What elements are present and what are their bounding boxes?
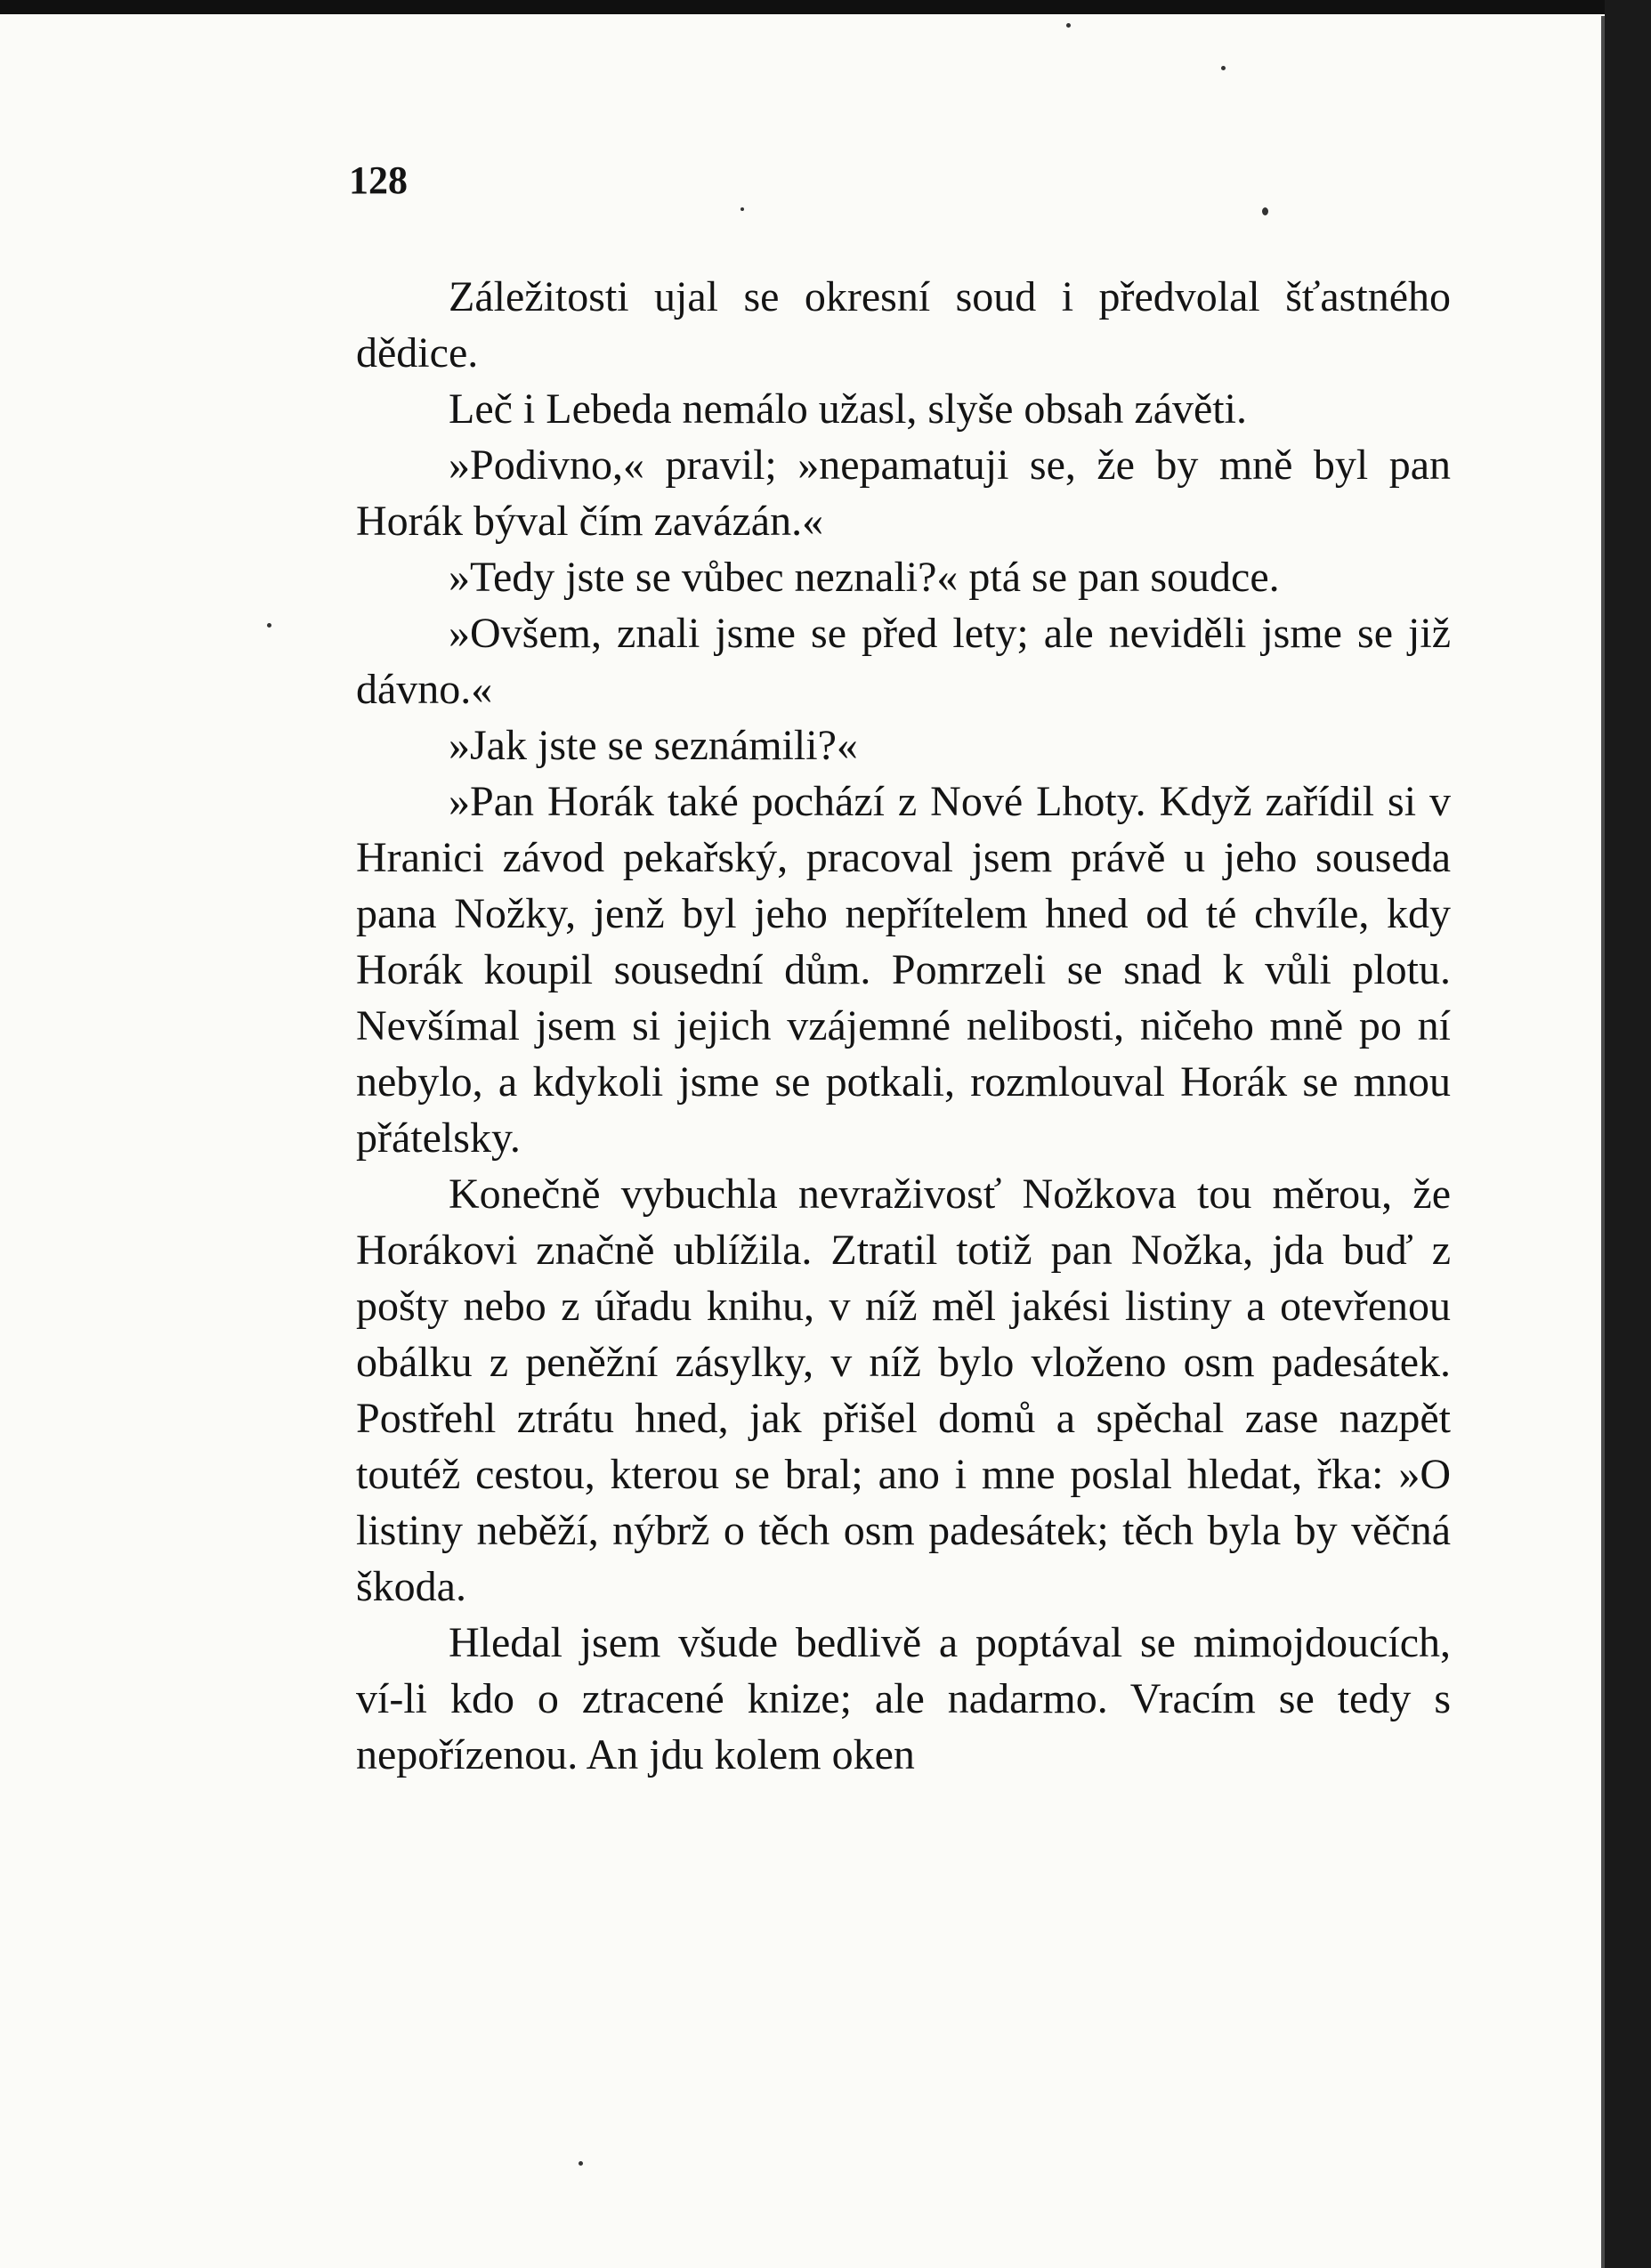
paragraph-7: »Pan Horák také pochází z Nové Lhoty. Když zařídil si v Hranici závod pekařský, pracoval jsem právě u jeho souseda pana Nožky, jenž byl jeho nepřítelem hned od té chvíle, kdy Horák koupil sousední dům. Pomrzeli se snad k vůli plotu. Nevšímal jsem si jejich vzájemné nelibosti, ničeho mně po ní nebylo, a kdykoli jsme se potkali, rozmlouval Horák se mnou přátelsky. (356, 778, 1451, 1162)
paragraph-9: Hledal jsem všude bedlivě a poptával se mimojdoucích, ví-li kdo o ztracené knize; ale nadarmo. Vracím se tedy s nepořízenou. An jdu kolem oken (356, 1619, 1451, 1778)
paragraph-6: »Jak jste se seznámili?« (449, 722, 858, 769)
body-text (356, 269, 1451, 1783)
paragraph-5: »Ovšem, znali jsme se před lety; ale neviděli jsme se již dávno.« (356, 610, 1451, 713)
dust-speck (1066, 23, 1071, 28)
dust-speck (741, 207, 744, 211)
paragraph-4: »Tedy jste se vůbec neznali?« ptá se pan soudce. (449, 554, 1280, 601)
dust-speck (267, 623, 271, 628)
scan-top-edge (0, 0, 1651, 14)
paragraph-8: Konečně vybuchla nevraživosť Nožkova tou měrou, že Horákovi značně ublížila. Ztratil totiž pan Nožka, jda buď z pošty nebo z úřadu knihu, v níž měl jakési listiny a otevřenou obálku z peněžní zásylky, v níž bylo vloženo osm padesátek. Postřehl ztrátu hned, jak přišel domů a spěchal zase nazpět toutéž cestou, kterou se bral; ano i mne poslal hledat, řka: »O listiny neběží, nýbrž o těch osm padesátek; těch byla by věčná škoda. (356, 1170, 1451, 1610)
paragraph-2: Leč i Lebeda nemálo užasl, slyše obsah závěti. (449, 385, 1247, 433)
dust-speck (1221, 66, 1226, 70)
scan-right-edge (1605, 0, 1651, 2268)
dust-speck (579, 2161, 583, 2166)
dust-speck (1262, 207, 1268, 215)
page-number: 128 (349, 158, 408, 202)
paragraph-1: Záležitosti ujal se okresní soud i předvolal šťastného dědice. (356, 273, 1451, 377)
paragraph-3: »Podivno,« pravil; »nepamatuji se, že by mně byl pan Horák býval čím zavázán.« (356, 441, 1451, 545)
